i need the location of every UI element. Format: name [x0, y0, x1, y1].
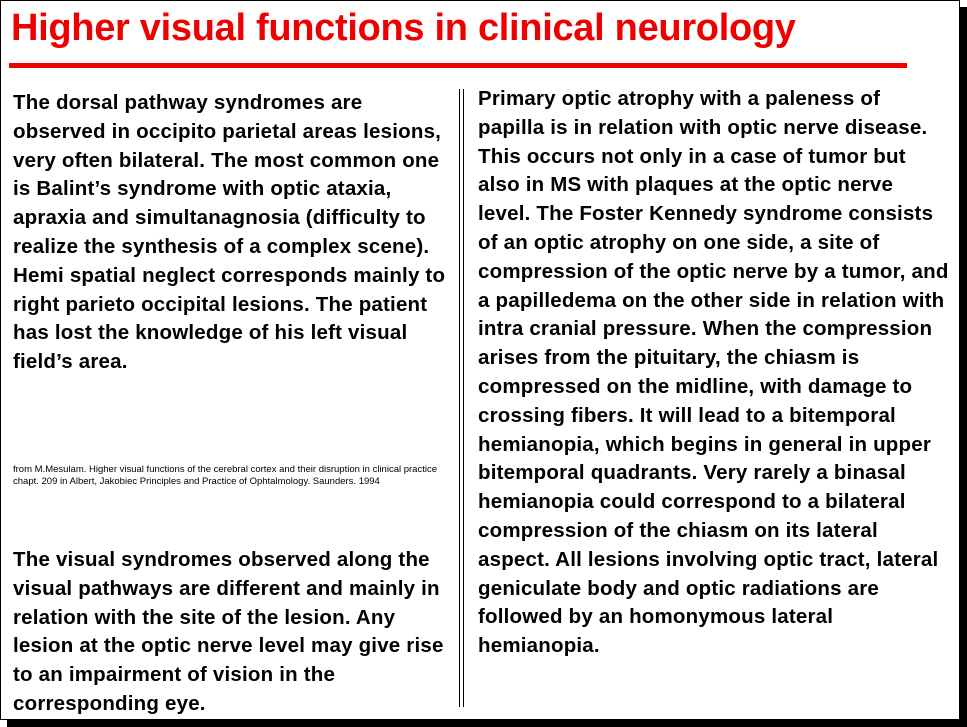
slide-shadow-right [960, 7, 967, 727]
title-underline [9, 63, 907, 68]
optic-atrophy-paragraph: Primary optic atrophy with a paleness of papilla is in relation with optic nerve disease. This occurs not only in a case of tumor but also in MS with plaques at the optic nerve level. The Foster Kennedy syndrome consists of an optic atrophy on one side, a site of compression of the optic nerve by a tumor, and a papilledema on the other side in relation with intra cranial pressure. When the compression arises from the pituitary, the chiasm is compressed on the midline, with damage to crossing fibers. It will lead to a bitemporal hemianopia, which begins in general in upper bitemporal quadrants. Very rarely a binasal hemianopia could correspond to a bilateral compression of the chiasm on its lateral aspect. All lesions involving optic tract, lateral geniculate body and optic radiations are followed by an homonymous lateral hemianopia. [478, 87, 949, 658]
reference-citation: from M.Mesulam. Higher visual functions of the cerebral cortex and their disruption in clinical practice chapt. 209 in Albert, Jakobiec Principles and Practice of Ophtalmology. Saunders. 1994 [13, 464, 437, 487]
slide-title: Higher visual functions in clinical neurology [11, 7, 796, 49]
visual-syndromes-paragraph: The visual syndromes observed along the visual pathways are different and mainly in relation with the site of the lesion. Any lesion at the optic nerve level may give rise to an impairment of vision in the corresponding eye. [13, 548, 444, 715]
dorsal-pathway-paragraph: The dorsal pathway syndromes are observed in occipito parietal areas lesions, very often bilateral. The most common one is Balint’s syndrome with optic ataxia, apraxia and simultanagnosia (difficulty to realize the synthesis of a complex scene). Hemi spatial neglect corresponds mainly to right parieto occipital lesions. The patient has lost the knowledge of his left visual field’s area. [13, 91, 446, 374]
slide-shadow-bottom [7, 720, 967, 727]
column-divider [459, 89, 464, 707]
